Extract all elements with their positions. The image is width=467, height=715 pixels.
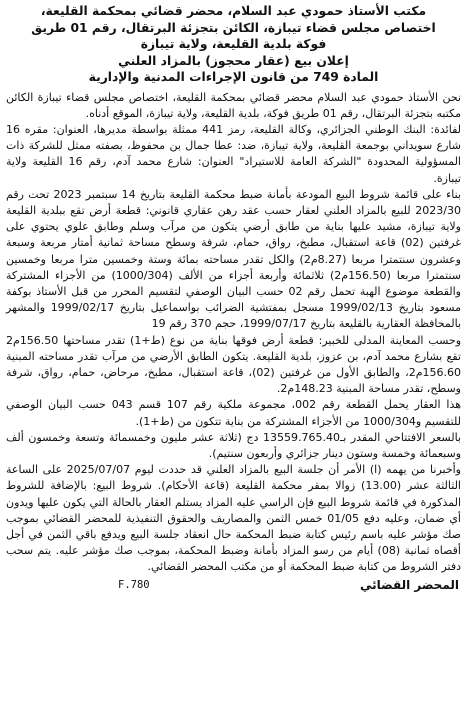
signature-title: المحضر القضائي (359, 577, 459, 592)
property-description-paragraph: بناء على قائمة شروط البيع المودعة بأمانة ضبط محكمة القليعة بتاريخ 14 سبتمبر 2023 تحت رقم 2023/30 للبيع بالمزاد العلني لعقار حسب عقد رهن عقاري قانوني: قطعة أرض تقع ببلدية القليعة ولاية تيبازة، مشيد عليها بناية من طابق أرضي يتكون من مرآب وسلم وطابق علوي يحتوي على غرفتين (02) قاعة استقبال، مطبخ، رواق، حمام، شرفة وسطح مساحة ثمانية أمتار مربعة وسبعة وعشرون سنتمترا مربعا (8.27م2) والكل تقدر مساحته بمائة وستة وخمسين مترا مربعا وخمسين سنتمترا مربعا (156.50م2) ثلاثمائة وأربعة أجزاء من الألف (1000/304) من الأجزاء المشتركة والقطعة موضوع الهبة تحمل رقم 02 حسب البيان الوصفي لتقسيم المحرر من قبل الأستاذ بوكفة مسعود بتاريخ 1999/02/13 مسجل بمفتشية الضرائب بواسماعيل بتاريخ 1999/02/17 والمشهر بالمحافظة العقارية بالقليعة بتاريخ 1999/07/17، حجم 370 رقم 19 (6, 187, 462, 331)
reference-code: F.780 (118, 578, 150, 591)
office-jurisdiction: اختصاص مجلس قضاء تيبازة، الكائن بتجزئة البرتقال، رقم 01 طريق (31, 20, 436, 35)
signature-row (6, 576, 461, 594)
office-location: فوكة بلدية القليعة، ولاية تيبازة (140, 37, 327, 51)
parties-paragraph: لفائدة: البنك الوطني الجزائري، وكالة القليعة، رمز 441 ممثلة بواسطة مديرها، العنوان: مقره 16 شارع سويداني بوجمعة القليعة، ولاية تيبازة، ضد: عطا جمال بن محفوظ، بصفته ممثل للشركة ذات المسؤولية المحدودة "الشركة العامة للاستيراد" العنوان: شارع محمد آدم، رقم 16 القليعة ولاية تيبازة. (6, 122, 462, 185)
plot-details-paragraph: هذا العقار يحمل القطعة رقم 002، مجموعة ملكية رقم 107 قسم 043 حسب البيان الوصفي للتقسيم و1000/304 من الأجزاء المشتركة من بناية تتكون من (ط+1). (6, 398, 462, 428)
auction-terms-paragraph: وأخبرنا من يهمه (ا) الأمر أن جلسة البيع بالمزاد العلني قد حددت ليوم 2025/07/07 على الساعة الثالثة عشر (13.00) زوالا بمقر محكمة القليعة (قاعة الأحكام). شروط البيع: بالإضافة للشروط المذكورة في قائمة شروط البيع فإن الراسي عليه المزاد يستلم العقار بالحالة التي يكون عليها ويدون أي ضمان، وعليه دفع 01/05 خمس الثمن والمصاريف والحقوق التنفيذية للمحضر القضائي بموجب صك مؤشر عليه باسم رئيس كتابة ضبط المحكمة حال انعقاد جلسة البيع ويدفع باقي الثمن في أجل أقصاه ثمانية (08) أيام من رسو المزاد بأمانة وضبط المحكمة، بموجب صك مؤشر عليه. يتم سحب دفتر الشروط من كتابة ضبط المحكمة أو من مكتب المحضر القضائي. (6, 463, 461, 574)
office-title: مكتب الأستاذ حمودي عبد السلام، محضر قضائي بمحكمة القليعة، (40, 4, 427, 18)
legal-article: المادة 749 من قانون الإجراءات المدنية والإدارية (88, 70, 379, 84)
opening-price-paragraph: بالسعر الافتتاحي المقدر بـ13559.765.40 دج (ثلاثة عشر مليون وخمسمائة وتسعة وخمسون ألف وسبعمائة وخمسة وستون دينار جزائري وأربعون سنتيم). (6, 430, 461, 460)
bailiff-intro-paragraph: نحن الأستاذ حمودي عبد السلام محضر قضائي بمحكمة القليعة، اختصاص مجلس قضاء تيبازة الكائن مكتبه بتجزئة البرتقال، رقم 01 طريق فوكة، بلدية القليعة، ولاية تيبازة، الموقع أدناه. (6, 90, 461, 120)
expert-inspection-paragraph: وحسب المعاينة المدلى للخبير: قطعة أرض فوقها بناية من نوع (ط+1) تقدر مساحتها 156.50م2 تقع بشارع محمد آدم، بن عزوز، بلدية القليعة. يتكون الطابق الأرضي من مرآب تقدر مساحته المبنية 156.60م2، والطابق الأول من غرفتين (02)، قاعة استقبال، مطبخ، مرحاض، حمام، رواق، شرفة وسطح، تقدر مساحة المبنية 148.23م2. (6, 333, 462, 396)
notice-title: إعلان بيع (عقار محجوز) بالمزاد العلني (118, 53, 349, 68)
